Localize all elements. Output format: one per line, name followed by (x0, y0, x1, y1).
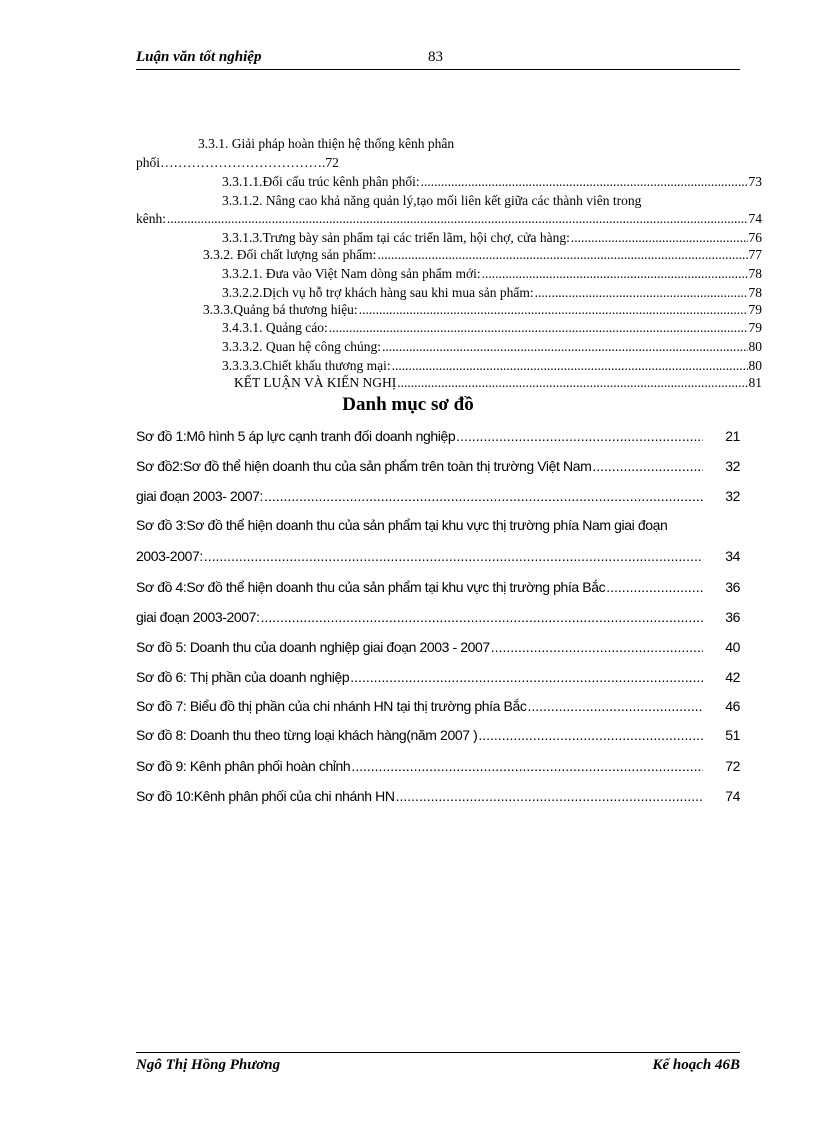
diagram-entry-page: 72 (725, 758, 740, 774)
diagram-entry (136, 788, 740, 804)
toc-entry-page: 77 (748, 247, 762, 262)
header-title: Luận văn tốt nghiệp (136, 49, 262, 65)
toc-entry-label: 3.3.3.2. Quan hệ công chúng: (222, 339, 381, 354)
diagram-entry-page: 32 (725, 458, 740, 474)
toc-entry-label: 3.3.2.1. Đưa vào Việt Nam dòng sản phẩm mới: (222, 266, 481, 281)
diagram-leader (527, 698, 703, 714)
diagram-leader (350, 669, 703, 685)
toc-entry-page: 81 (748, 375, 762, 390)
toc-entry (222, 337, 762, 356)
diagram-entry-label: Sơ đồ2:Sơ đồ thể hiện doanh thu của sản phẩm trên toàn thị trường Việt Nam (136, 458, 592, 474)
toc-entry-page: 80 (748, 358, 762, 373)
diagram-entry-page: 36 (725, 609, 740, 625)
diagram-leader (351, 758, 703, 774)
diagram-entry-label: Sơ đồ 5: Doanh thu của doanh nghiệp giai đoạn 2003 - 2007 (136, 639, 490, 655)
diagram-entry-label: Sơ đồ 8: Doanh thu theo từng loại khách hàng(năm 2007 ) (136, 727, 478, 743)
diagram-entry-page: 46 (725, 698, 740, 714)
diagram-entry-page: 34 (725, 548, 740, 564)
toc-entry (222, 191, 641, 210)
toc-entry-page: 78 (748, 266, 762, 281)
diagram-entry-label: Sơ đồ 1:Mô hình 5 áp lực cạnh tranh đối doanh nghiệp (136, 428, 456, 444)
diagram-entry (136, 458, 740, 474)
toc-entry (222, 264, 762, 283)
toc-leader (377, 245, 747, 264)
diagram-entry-page: 36 (725, 579, 740, 595)
diagram-leader (478, 727, 703, 743)
diagram-entry (136, 609, 740, 625)
toc-entry-label: 3.3.2. Đối chất lượng sản phẩm: (203, 247, 377, 262)
diagram-entry-label: Sơ đồ 3:Sơ đồ thể hiện doanh thu của sản phẩm tại khu vực thị trường phía Nam giai đoạn (136, 517, 668, 533)
diagram-leader (491, 639, 703, 655)
diagram-leader (204, 548, 703, 564)
toc-leader (359, 300, 748, 319)
diagram-entry (136, 428, 740, 444)
diagram-entry (136, 488, 740, 504)
toc-entry-label: KẾT LUẬN VÀ KIẾN NGHỊ (234, 375, 397, 390)
toc-entry-label: 3.4.3.1. Quảng cáo: (222, 320, 328, 335)
diagram-entry-label: Sơ đồ 7: Biểu đồ thị phần của chi nhánh HN tại thị trường phía Bắc (136, 698, 527, 714)
toc-entry (222, 318, 762, 337)
footer-author: Ngô Thị Hồng Phương (136, 1057, 281, 1073)
toc-entry-page: 73 (748, 174, 762, 189)
diagram-leader (396, 788, 703, 804)
diagram-entry-page: 74 (725, 788, 740, 804)
section-title: Danh mục sơ đồ (342, 394, 474, 415)
toc-entry-label: 3.3.2.2.Dịch vụ hỗ trợ khách hàng sau khi mua sản phẩm: (222, 285, 534, 300)
diagram-entry-page: 42 (725, 669, 740, 685)
footer-class: Kế hoạch 46B (652, 1057, 740, 1073)
diagram-entry-label: 2003-2007: (136, 548, 203, 564)
diagram-entry-label: giai đoạn 2003-2007: (136, 609, 260, 625)
toc-entry-page: 79 (748, 320, 762, 335)
toc-entry (136, 209, 762, 228)
diagram-entry-label: Sơ đồ 9: Kênh phân phối hoàn chỉnh (136, 758, 351, 774)
diagram-entry (136, 517, 667, 533)
toc-entry-label: 3.3.3.3.Chiết khấu thương mại: (222, 358, 391, 373)
diagram-entry (136, 639, 740, 655)
diagram-entry (136, 579, 740, 595)
diagram-entry-label: Sơ đồ 10:Kênh phân phối của chi nhánh HN (136, 788, 395, 804)
toc-leader (167, 209, 748, 228)
diagram-entry-page: 51 (725, 727, 740, 743)
toc-entry-label: 3.3.1. Giải pháp hoàn thiện hệ thống kênh phân (198, 136, 455, 151)
toc-entry-label: 3.3.3.Quảng bá thương hiệu: (203, 302, 358, 317)
diagram-leader (261, 609, 703, 625)
toc-entry-label: 3.3.1.3.Trưng bày sản phẩm tại các triển lãm, hội chợ, cửa hàng: (222, 230, 570, 245)
toc-entry (198, 134, 454, 153)
header-page-number: 83 (428, 49, 443, 65)
toc-entry (203, 245, 762, 264)
diagram-entry-label: Sơ đồ 4:Sơ đồ thể hiện doanh thu của sản phẩm tại khu vực thị trường phía Bắc (136, 579, 606, 595)
diagram-leader (456, 428, 703, 444)
diagram-entry (136, 698, 740, 714)
footer-rule (136, 1052, 740, 1053)
header-rule (136, 69, 740, 70)
toc-leader (397, 373, 747, 392)
toc-leader (421, 172, 748, 191)
diagram-entry-page: 21 (725, 428, 740, 444)
toc-entry (222, 172, 762, 191)
diagram-entry (136, 548, 740, 564)
diagram-entry-page: 32 (725, 488, 740, 504)
toc-leader (382, 337, 748, 356)
diagram-entry (136, 669, 740, 685)
toc-entry (203, 300, 762, 319)
diagram-entry-label: giai đoạn 2003- 2007: (136, 488, 264, 504)
toc-leader (482, 264, 748, 283)
diagram-entry-page: 40 (725, 639, 740, 655)
toc-entry-page: 72 (325, 155, 339, 170)
toc-entry-page: 76 (748, 230, 762, 245)
toc-entry (136, 153, 339, 172)
diagram-leader (606, 579, 703, 595)
diagram-entry (136, 727, 740, 743)
toc-entry (234, 373, 762, 392)
toc-entry-label: 3.3.1.2. Nâng cao khả năng quản lý,tạo mối liên kết giữa các thành viên trong (222, 193, 642, 208)
toc-entry-label: phối………………………………. (136, 155, 326, 170)
toc-entry-page: 74 (748, 211, 762, 226)
diagram-entry (136, 758, 740, 774)
diagram-entry-label: Sơ đồ 6: Thị phần của doanh nghiệp (136, 669, 350, 685)
toc-entry-page: 80 (748, 339, 762, 354)
toc-entry-page: 78 (748, 285, 762, 300)
toc-entry-label: kênh: (136, 211, 166, 226)
diagram-leader (264, 488, 703, 504)
toc-leader (329, 318, 748, 337)
diagram-leader (592, 458, 703, 474)
toc-entry-page: 79 (748, 302, 762, 317)
toc-entry-label: 3.3.1.1.Đối cấu trúc kênh phân phối: (222, 174, 420, 189)
